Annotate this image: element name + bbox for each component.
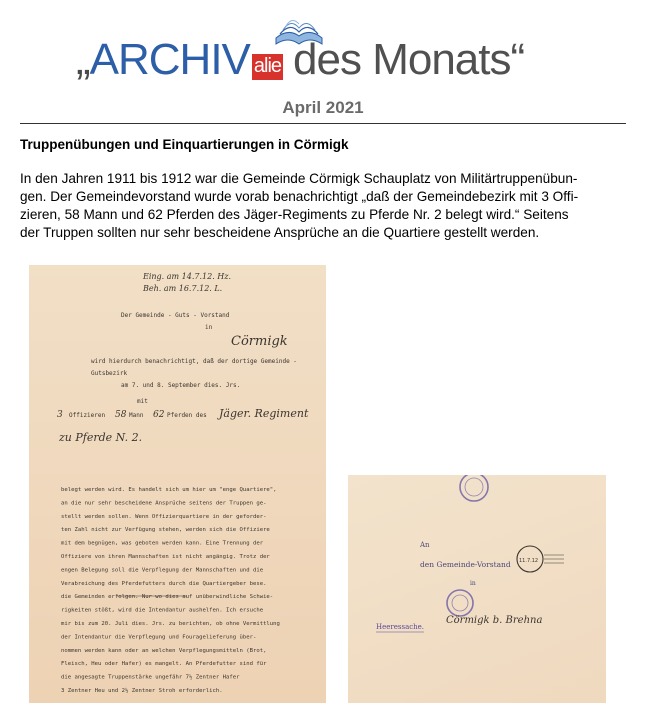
letter-paragraph-line: 3 Zentner Heu und 2½ Zentner Stroh erforderlich. xyxy=(61,688,223,694)
letter-paragraph-line: engen Belegung soll die Verpflegung der Mannschaften und die xyxy=(61,567,264,574)
logo-alie: alie xyxy=(252,54,283,80)
body-line: gen. Der Gemeindevorstand wurde vorab benachrichtigt „daß der Gemeindebezirk mit 3 Offi- xyxy=(20,189,579,204)
letter-paragraph-line: nommen werden kann oder an welchen Verpflegungsmitteln (Brot, xyxy=(61,647,267,654)
letter-paragraph-line: rigkeiten stößt, wird die Intendantur aushelfen. Ich ersuche xyxy=(61,607,264,614)
round-stamp-icon xyxy=(447,590,473,616)
article-body xyxy=(20,170,630,242)
line-offizieren: Offizieren xyxy=(69,412,106,419)
postmark-date: 11.7.12 xyxy=(519,558,539,564)
logo-des-monats: des Monats“ xyxy=(293,35,525,84)
logo-archiv: ARCHIV xyxy=(89,35,250,84)
envelope-place-handwritten: Cörmigk b. Brehna xyxy=(446,615,543,626)
divider xyxy=(20,123,626,124)
logo-quote-open: „ xyxy=(76,35,90,84)
letter-paragraph-line: der Intendantur die Verpflegung und Fouragelieferung über- xyxy=(61,634,257,641)
letter-paragraph-line: belegt werden wird. Es handelt sich um hier um "enge Quartiere", xyxy=(61,487,277,493)
body-line: der Truppen sollten nur sehr bescheidene Ansprüche an die Quartiere gestellt werden. xyxy=(20,225,540,240)
handwritten-officers-count: 3 xyxy=(57,410,63,420)
letter-document-scan xyxy=(29,265,326,703)
line-gutsbezirk: Gutsbezirk xyxy=(91,370,128,377)
envelope-document-scan xyxy=(348,475,606,703)
envelope-in: in xyxy=(470,580,476,587)
line-september: am 7. und 8. September dies. Jrs. xyxy=(121,382,241,389)
handwritten-processed-note: Beh. am 16.7.12. L. xyxy=(143,284,223,293)
envelope-document-content xyxy=(348,475,606,703)
line-pferden: Pferden des xyxy=(167,412,207,419)
body-line: zieren, 58 Mann und 62 Pferden des Jäger-Regiments zu Pferde Nr. 2 belegt wird.“ Seitens xyxy=(20,207,569,222)
envelope-an: An xyxy=(420,541,430,549)
letter-paragraph-line: Verabreichung des Pferdefutters durch die Quartiergeber bese. xyxy=(61,580,267,587)
line-benachrichtigt: wird hierdurch benachrichtigt, daß der dortige Gemeinde - xyxy=(91,358,297,365)
article-title: Truppenübungen und Einquartierungen in Cörmigk xyxy=(20,137,349,152)
envelope-recipient: den Gemeinde-Vorstand xyxy=(420,560,511,569)
handwritten-regiment-2: zu Pferde N. 2. xyxy=(59,431,143,444)
letter-paragraph-line: die angesagte Truppenstärke ungefähr 7½ Zentner Hafer xyxy=(61,674,240,681)
letter-paragraph-line: Fleisch, Heu oder Hafer) es mangelt. An Pferdefutter sind für xyxy=(61,661,267,668)
line-in: in xyxy=(205,324,213,331)
archivalie-logo xyxy=(76,35,525,84)
letter-paragraph-line: stellt werden sollen. Wenn Offizierquartiere in der geforder- xyxy=(61,513,267,520)
handwritten-place: Cörmigk xyxy=(231,334,288,349)
handwritten-received-note: Eing. am 14.7.12. Hz. xyxy=(143,272,232,281)
letter-paragraph xyxy=(61,487,280,694)
letter-paragraph-line: Offiziere von ihren Mannschaften ist nicht angängig. Trotz der xyxy=(61,554,270,560)
letter-document-content xyxy=(29,265,326,703)
envelope-heeressache: Heeressache. xyxy=(376,623,425,631)
line-mit: mit xyxy=(137,398,148,405)
month-heading: April 2021 xyxy=(282,98,364,117)
line-mann: Mann xyxy=(129,412,144,419)
header xyxy=(0,0,646,92)
handwritten-horses-count: 62 xyxy=(153,410,165,420)
handwritten-men-count: 58 xyxy=(115,410,127,420)
letter-paragraph-line: die Gemeinden erfolgen. Nur wo dies auf unüberwindliche Schwie- xyxy=(61,594,274,601)
line-vorstand: Der Gemeinde - Guts - Vorstand xyxy=(121,312,230,319)
letter-paragraph-line: an die nur sehr bescheidene Ansprüche seitens der Truppen ge- xyxy=(61,500,267,507)
letter-paragraph-line: ten Zahl nicht zur Verfügung stehen, werden sich die Offiziere xyxy=(61,527,270,534)
round-stamp-icon xyxy=(460,475,488,501)
handwritten-regiment: Jäger. Regiment xyxy=(219,407,309,420)
postmark-icon xyxy=(517,546,564,572)
body-line: In den Jahren 1911 bis 1912 war die Gemeinde Cörmigk Schauplatz von Militärtruppenübun- xyxy=(20,171,578,186)
letter-paragraph-line: mir bis zum 20. Juli dies. Jrs. zu berichten, ob ohne Vermittlung xyxy=(61,621,280,627)
letter-paragraph-line: mit dem begnügen, was geboten werden kann. Eine Trennung der xyxy=(61,540,264,547)
